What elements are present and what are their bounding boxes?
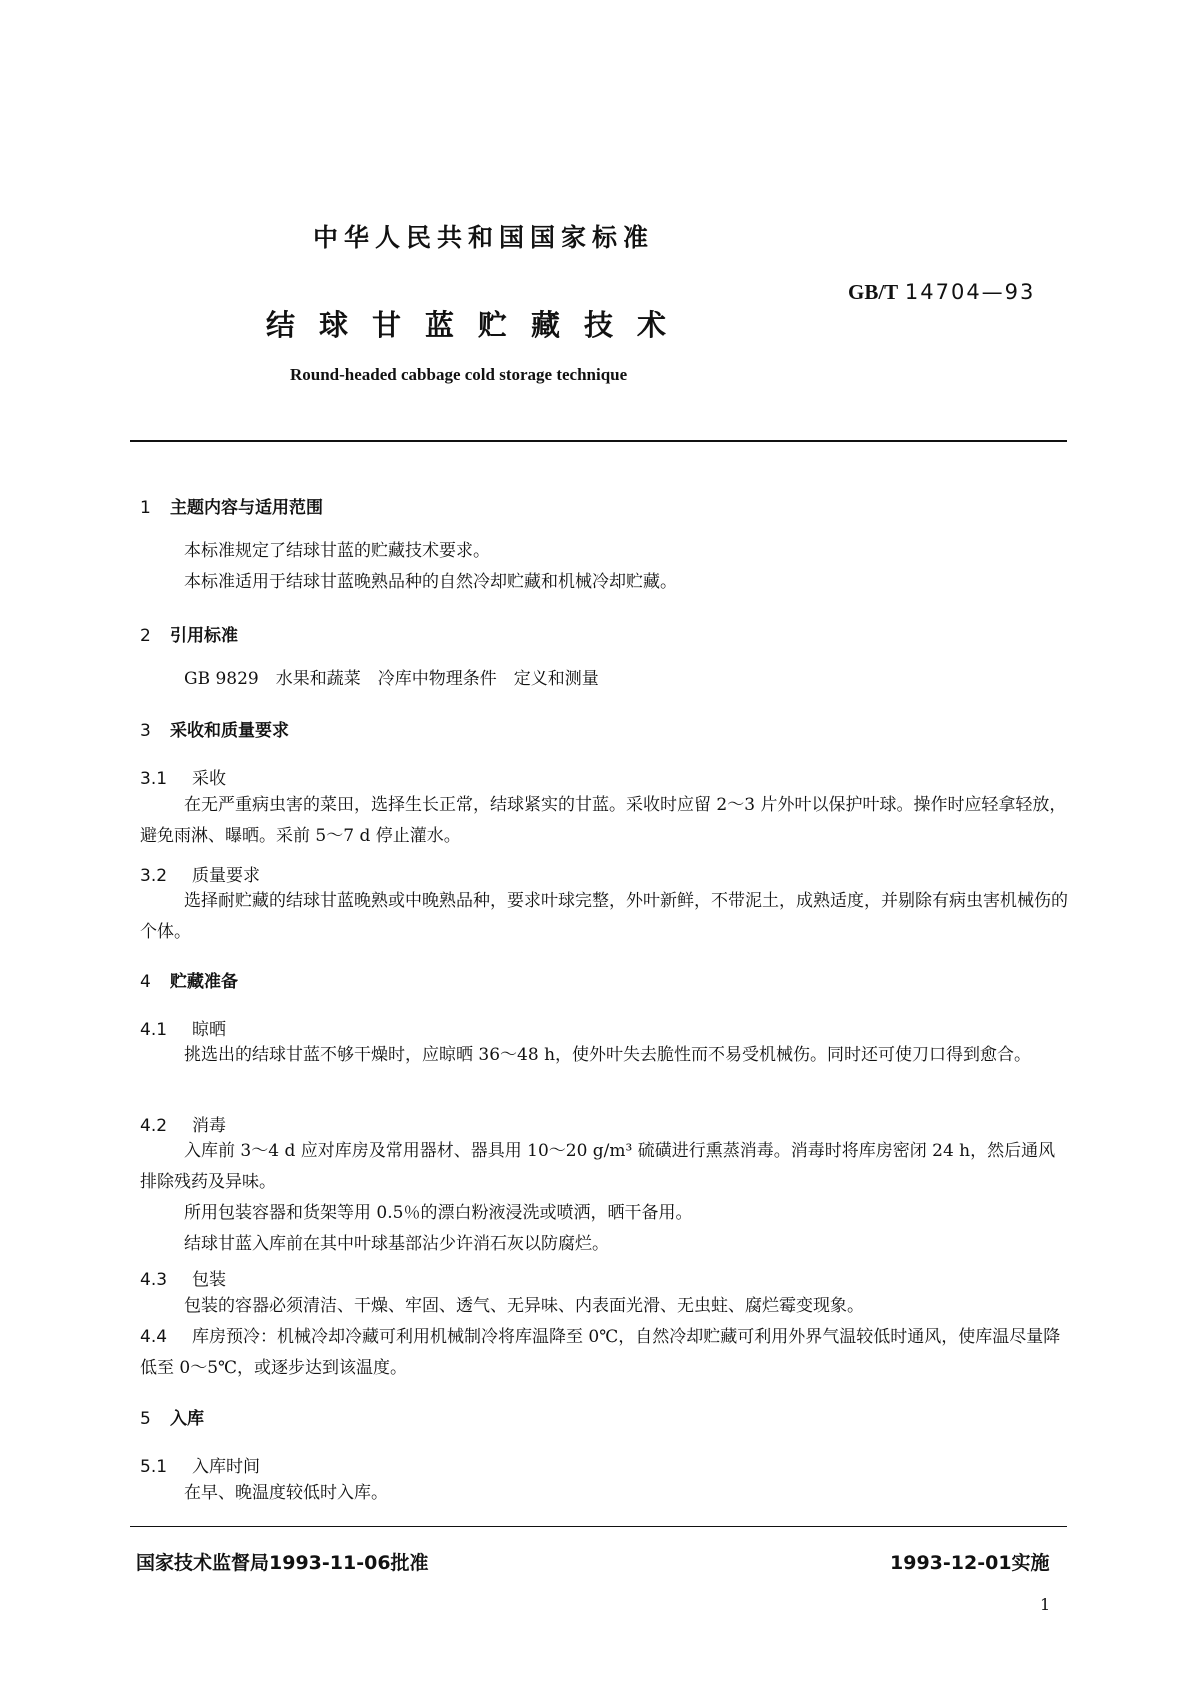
section-title: 引用标准: [170, 626, 238, 646]
section-2-heading: [140, 621, 238, 646]
subsection-number: 4.3: [140, 1270, 168, 1290]
section-title: 主题内容与适用范围: [170, 498, 323, 518]
subsection-title: 入库时间: [192, 1457, 260, 1477]
standard-code-prefix: GB/T: [848, 280, 899, 304]
section-title: 贮藏准备: [170, 972, 238, 992]
section-number: 4: [140, 972, 151, 992]
subsection-3-1-heading: [140, 764, 226, 789]
section-5-heading: [140, 1404, 204, 1429]
page-number: 1: [1040, 1595, 1051, 1614]
paragraph: 本标准规定了结球甘蓝的贮藏技术要求。: [184, 541, 490, 561]
normative-reference: GB 9829 水果和蔬菜 冷库中物理条件 定义和测量: [184, 669, 599, 689]
footer-divider: [130, 1526, 1067, 1527]
section-4-heading: [140, 967, 238, 992]
paragraph: 结球甘蓝入库前在其中叶球基部沾少许消石灰以防腐烂。: [184, 1234, 609, 1254]
subsection-4-3-heading: [140, 1265, 226, 1290]
paragraph: 挑选出的结球甘蓝不够干燥时，应晾晒 36～48 h，使外叶失去脆性而不易受机械伤。同时还可使刀口得到愈合。: [184, 1045, 1032, 1065]
document-title-en: Round-headed cabbage cold storage technique: [290, 365, 628, 384]
subsection-number: 4.2: [140, 1116, 168, 1136]
implementation-date: 1993-12-01实施: [890, 1552, 1050, 1574]
subsection-number: 4.1: [140, 1020, 168, 1040]
header-divider: [130, 440, 1067, 442]
paragraph: 本标准适用于结球甘蓝晚熟品种的自然冷却贮藏和机械冷却贮藏。: [184, 572, 677, 592]
subsection-4-4: [140, 1322, 1068, 1384]
document-title-cn: 结球甘蓝贮藏技术: [266, 308, 691, 342]
subsection-5-1-heading: [140, 1452, 260, 1477]
subsection-title: 采收: [192, 769, 226, 789]
section-title: 采收和质量要求: [170, 721, 289, 741]
paragraph: 库房预冷：机械冷却冷藏可利用机械制冷将库温降至 0℃，自然冷却贮藏可利用外界气温较低时通风，使库温尽量降低至 0～5℃，或逐步达到该温度。: [140, 1327, 1061, 1378]
national-standard-heading: 中华人民共和国国家标准: [313, 223, 655, 252]
subsection-number: 3.2: [140, 866, 168, 886]
section-title: 入库: [170, 1409, 204, 1429]
subsection-title: 质量要求: [192, 866, 260, 886]
section-number: 1: [140, 498, 151, 518]
subsection-number: 4.4: [140, 1327, 168, 1347]
subsection-4-2-heading: [140, 1111, 226, 1136]
subsection-title: 包装: [192, 1270, 226, 1290]
subsection-4-1-heading: [140, 1015, 226, 1040]
section-number: 2: [140, 626, 151, 646]
paragraph: 在无严重病虫害的菜田，选择生长正常，结球紧实的甘蓝。采收时应留 2～3 片外叶以保护叶球。操作时应轻拿轻放，避免雨淋、曝晒。采前 5～7 d 停止灌水。: [140, 795, 1067, 846]
section-1-heading: [140, 493, 323, 518]
section-number: 3: [140, 721, 151, 741]
subsection-title: 晾晒: [192, 1020, 226, 1040]
subsection-number: 3.1: [140, 769, 168, 789]
subsection-number: 5.1: [140, 1457, 168, 1477]
approval-note: 国家技术监督局1993-11-06批准: [136, 1552, 429, 1574]
paragraph: 所用包装容器和货架等用 0.5％的漂白粉液浸洗或喷洒，晒干备用。: [184, 1203, 693, 1223]
section-3-heading: [140, 716, 289, 741]
subsection-3-2-heading: [140, 861, 260, 886]
standard-code: [848, 280, 1035, 305]
paragraph: 包装的容器必须清洁、干燥、牢固、透气、无异味、内表面光滑、无虫蛀、腐烂霉变现象。: [184, 1296, 864, 1316]
subsection-title: 消毒: [192, 1116, 226, 1136]
section-number: 5: [140, 1409, 151, 1429]
paragraph: 选择耐贮藏的结球甘蓝晚熟或中晚熟品种，要求叶球完整，外叶新鲜，不带泥土，成熟适度，并剔除有病虫害机械伤的个体。: [140, 891, 1068, 942]
paragraph: 在早、晚温度较低时入库。: [184, 1483, 388, 1503]
paragraph: 入库前 3～4 d 应对库房及常用器材、器具用 10～20 g/m³ 硫磺进行熏蒸消毒。消毒时将库房密闭 24 h，然后通风排除残药及异味。: [140, 1141, 1056, 1192]
standard-code-number: 14704—93: [904, 280, 1036, 304]
